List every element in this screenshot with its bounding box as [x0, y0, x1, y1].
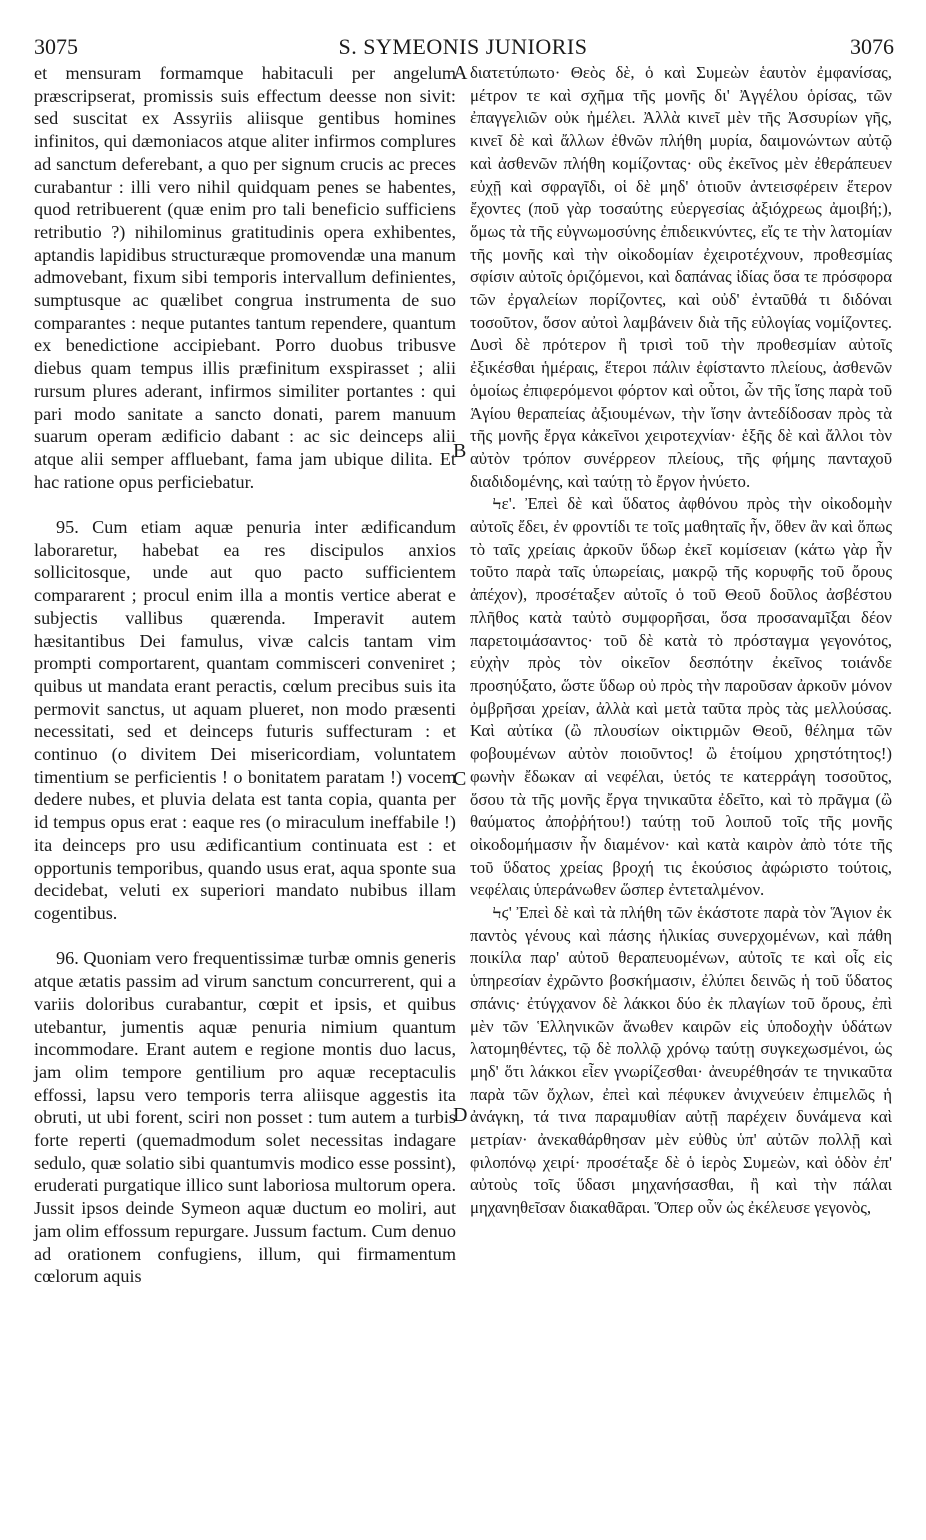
greek-paragraph — [470, 902, 892, 1220]
latin-paragraph — [34, 947, 456, 1288]
margin-marker-d: D — [453, 1104, 468, 1126]
paragraph-number: 96. — [56, 948, 79, 969]
left-page-number: 3075 — [34, 34, 78, 59]
margin-marker-a: A — [453, 62, 468, 84]
greek-column — [470, 62, 892, 1220]
right-page-number: 3076 — [850, 34, 894, 59]
page-header — [0, 0, 926, 62]
latin-paragraph — [34, 516, 456, 925]
margin-marker-c: C — [453, 768, 467, 790]
greek-paragraph — [470, 62, 892, 493]
paragraph-text: Quoniam vero frequentissimæ turbæ omnis generis atque ætatis passim ad virum sanctum concurrerent, qui a variis doloribus curabantur, cœpit et ipsis, et quibus utebantur, jumentis aquæ penuria nimium quantum incommodare. Erant autem e regione montis duo lacus, jam olim tempore gentilium pro aquæ receptaculis effossi, lapsu vero temporis terra aliisque aggestis ita obruti, ut ubi forent, sciri non posset : tum autem a turbis forte reperti (quemadmodum solet necessitas indagare sedulo, quæ solatio sibi quantumvis modico esse possint), eruderati purgatique illico sunt laboriosa multorum opera. Jussit ipsos deinde Symeon aquæ ductum eo moliri, aut jam olim effossum repurgare. Jussum factum. Cum denuo ad orationem confugiens, illum, qui firmamentum cœlorum aquis — [34, 948, 456, 1287]
paragraph-text: Ἐπεὶ δὲ καὶ ὕδατος ἀφθόνου πρὸς τὴν οἰκοδομὴν αὐτοῖς ἔδει, ἐν φροντίδι τε τοῖς μαθηταῖς ἦν, ὅθεν ἂν καὶ ὅπως τὸ ταῖς χρείαις ἀρκοῦν ὕδωρ ἐκεῖ κομίσειαν (κάτω γὰρ ἦν τοῦτο παρὰ ταῖς ὑπωρείαις, μακρῷ τῆς κορυφῆς τοῦ ὄρους ἀπέχον), προσέταξεν αὐτοῖς ὁ τοῦ Θεοῦ δοῦλος ἀσβέστου πλῆθος κατὰ ταὐτὸ συμφορῆσαι, ὅσα προσαναμῖξαι δέον παρετοιμάσαντος· τοῦ δὲ κατὰ τὸ πρόσταγμα γεγονότος, εὐχὴν πρὸς τὸν οἰκεῖον δεσπότην ἐκεῖνος τοιάνδε προσηύξατο, ὥστε ὕδωρ οὐ πρὸς τὴν παροῦσαν ἀρκοῦν μόνον ὀμβρῆσαι χρείαν, ἀλλὰ καὶ μετὰ ταῦτα πρὸς τὰς μελλούσας. Καὶ αὐτίκα (ὢ πλουσίων οἰκτιρμῶν Θεοῦ, θέλημα τῶν φοβουμένων αὐτὸν ποιοῦντος! ὢ ἑτοίμου χρηστότητος!) φωνὴν ἔδωκαν αἱ νεφέλαι, ὑετός τε κατερράγη τοσοῦτος, ὅσου τὰ τῆς μονῆς ἔργα τηνικαῦτα ἐδεῖτο, καὶ τὸ πρᾶγμα (ὢ θαύματος ἀποῤῥήτου!) ταύτῃ τοῦ λοιποῦ τοῖς τῆς μονῆς οἰκοδομήμασιν ἦν διαμένον· καὶ κατὰ καιρὸν ἀπὸ τότε τῆς τοῦ ὕδατος χρείας βροχή τις ἑκούσιος ἀφώριστο τούτοις, νεφέλαις ὑπεράνωθεν ὥσπερ ἐντεταλμένον. — [470, 494, 892, 900]
latin-paragraph — [34, 62, 456, 493]
margin-marker-b: B — [453, 440, 467, 462]
paragraph-text: et mensuram formamque habitaculi per angelum præscripserat, promissis suis effectum deesse non sivit: sed suscitat ex Assyriis aliisque gentibus homines infinitos, qui dæmoniacos atque aliter infirmos complures ad sanctum deferebant, a quo per signum crucis ac preces curabantur : illi vero nihil quidquam penes se habentes, quod retribuerent (quæ enim pro tali beneficio sufficiens retributio ?) nihilominus gratitudinis opera exhibentes, aptandis lapidibus structuræque promovendæ una manum admovebant, fixum sibi temporis intervallum definientes, sumptusque ac quælibet congrua instrumenta de suo comparantes : neque putantes tantum rependere, quantum ex benedictione accipiebant. Porro duobus tribusve diebus quam tempus illis præfinitum exspirasset ; alii rursum plures aderant, infirmos similiter portantes : qui pari modo sanitate a sancto donati, parem manuum suarum operam ædificio dabant : ac sic deinceps alii atque alii semper affluebant, fama jam ubique dilita. Et hac ratione opus perficiebatur. — [34, 63, 456, 492]
paragraph-text: διατετύπωτο· Θεὸς δὲ, ὁ καὶ Συμεὼν ἑαυτὸν ἐμφανίσας, μέτρον τε καὶ σχῆμα τῆς μονῆς δι' Ἀγγέλου ὁρίσας, τῶν ἐπαγγελιῶν οὐκ ἠμέλει. Ἀλλὰ κινεῖ μὲν τῆς Ἀσσυρίων γῆς, κινεῖ δὲ καὶ ἄλλων ἐθνῶν πλήθη μυρία, δαιμονώντων αὐτῷ καὶ ἀσθενῶν πλήθη κομίζοντας· οὓς ἐκεῖνος μὲν ἐθεράπευεν εὐχῇ καὶ σφραγῖδι, οἱ δὲ μηδ' ὁτιοῦν ἀντεισφέρειν ἕτερον ἔχοντες (ποῦ γὰρ τοσαύτης εὐεργεσίας ἀξιόχρεως ἀμοιβή;), ὅμως τὰ τῆς εὐγνωμοσύνης ἐπιδεικνύντες, εἴς τε τὴν λατομίαν τῆς μονῆς καὶ τὴν οἰκοδομίαν ἐχειροτέχνουν, προθεσμίας σφίσιν αὐτοῖς ὁριζόμενοι, καὶ δαπάνας ἰδίας ὅσα τε πρόσφορα τῶν ἐργαλείων πορίζοντες, καὶ οὐδ' ἐνταῦθά τι διδόναι τοσοῦτον, ὅσον αὐτοὶ λαμβάνειν διὰ τῆς εὐλογίας νομίζοντες. Δυσὶ δὲ πρότερον ἢ τρισὶ τοῦ τὴν προθεσμίαν αὐτοῖς ἐξικέσθαι ἡμέραις, ἕτεροι πάλιν ἐφίσταντο πλείους, ἀσθενῶν ὁμοίως ἐπιφερόμενοι φόρτον καὶ οὗτοι, ὧν τῆς ἴσης παρὰ τοῦ Ἁγίου θεραπείας ἀξιουμένων, τὴν ἴσην ἀντεδίδοσαν πρὸς τὰ τῆς μονῆς ἔργα κἀκεῖνοι χειροτεχνίαν· ἑξῆς δὲ καὶ ἄλλοι τὸν αὐτὸν τρόπον συνέρρεον πλείους, τῆς φήμης πανταχοῦ διαδιδομένης, καὶ ταύτῃ τὸ ἔργον ἠνύετο. — [470, 63, 892, 491]
greek-paragraph — [470, 493, 892, 902]
latin-column — [34, 62, 456, 1288]
paragraph-text: Cum etiam aquæ penuria inter ædificandum laboraretur, habebat ea res discipulos anxios sollicitosque, unde aut quo pacto sufficientem compararent ; procul enim illa a montis vertice aberat e subjectis vallibus quærenda. Imperavit autem hæsitantibus Dei famulus, vivæ calcis tantam vim prompti comportarent, quantam commisceri conveniret ; quibus ut mandata erant peractis, cœlum precibus suis ita permovit sanctus, ut aquam plueret, non modo præsenti necessitati, sed et deinceps futuris suffecturam : et continuo (o divitem Dei misericordiam, voluntatem timentium se perficientis ! o bonitatem paratam !) vocem dedere nubes, et pluvia delata est tanta copia, quanta per id tempus opus erat : eaque res (o miraculum ineffabile !) ita deinceps pro usu ædificantium continuata est : et opportunis temporibus, quando usus erat, aqua sponte sua decidebat, veluti ex superiori mandato nubibus illam cogentibus. — [34, 517, 456, 923]
paragraph-number: Ϟϛ' — [492, 903, 512, 923]
running-title: S. SYMEONIS JUNIORIS — [338, 34, 588, 59]
paragraph-text: Ἐπεὶ δὲ καὶ τὰ πλήθη τῶν ἑκάστοτε παρὰ τὸν Ἅγιον ἐκ παντὸς γένους καὶ πάσης ἡλικίας συνερχομένων, καὶ πάθη ποικίλα παρ' αὐτοῦ θεραπευομένων, αὐτοῖς τε καὶ οἷς εἰς ὑπηρεσίαν ἐχρῶντο βοσκήμασιν, ἐλύπει δεινῶς ἡ τοῦ ὕδατος σπάνις· ἐτύγχανον δὲ λάκκοι δύο ἐκ πλαγίων τοῦ ὄρους, ἐπὶ μὲν τῶν Ἑλληνικῶν ἄνωθεν καιρῶν εἰς ὑποδοχὴν ὑδάτων λατομηθέντες, τῷ δὲ πολλῷ χρόνῳ ταύτῃ συγκεχωσμένοι, ὡς μηδ' ὅτι λάκκοι εἶεν γνωρίζεσθαι· ἀνευρέθησάν τε τηνικαῦτα παρὰ τῶν ὄχλων, ἐπεὶ καὶ πέφυκεν ἀνιχνεύειν ἐπιμελῶς ἡ ἀνάγκη, τά τινα παραμυθίαν αὐτῇ παρέχειν δυνάμενα καὶ μετρίαν· ἀνεκαθάρθησαν μὲν εὐθὺς ὑπ' αὐτῶν πολλῇ καὶ φιλοπόνῳ χειρί· προσέταξε δὲ ὁ ἱερὸς Συμεὼν, καὶ ὁδὸν ἐπ' αὐτοὺς τοῖς ὕδασι μηχανήσασθαι, ἢ καὶ τὴν πάλαι μηχανηθεῖσαν διακαθᾶραι. Ὅπερ οὖν ὡς ἐκέλευσε γεγονὸς, — [470, 903, 892, 1218]
paragraph-number: 95. — [56, 517, 79, 538]
paragraph-number: Ϟε'. — [492, 494, 516, 514]
